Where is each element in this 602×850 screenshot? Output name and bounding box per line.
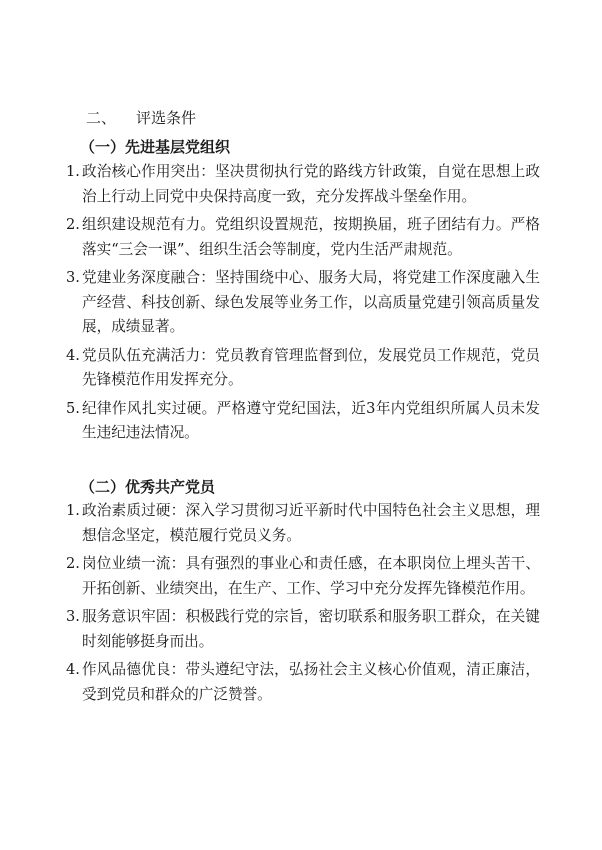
criteria-item [66, 160, 540, 209]
criteria-item-number: 5. [66, 399, 80, 417]
criteria-item-text: 政治核心作用突出：坚决贯彻执行党的路线方针政策，自觉在思想上政治上行动上同党中央保持高度一致，充分发挥战斗堡垒作用。 [82, 163, 540, 205]
criteria-item-text: 政治素质过硬：深入学习贯彻习近平新时代中国特色社会主义思想，理想信念坚定，模范履行党员义务。 [82, 502, 540, 544]
subsection-heading-advanced-organization: （一）先进基层党组织 [80, 138, 231, 156]
criteria-item [66, 397, 540, 446]
criteria-item-number: 2. [66, 555, 80, 572]
criteria-item-text: 党员队伍充满活力：党员教育管理监督到位，发展党员工作规范，党员先锋模范作用发挥充分。 [82, 346, 540, 388]
criteria-item-text: 岗位业绩一流：具有强烈的事业心和责任感，在本职岗位上埋头苦干、开拓创新、业绩突出，在生产、工作、学习中充分发挥先锋模范作用。 [82, 555, 540, 597]
criteria-item [66, 344, 540, 393]
criteria-item-number: 3. [66, 269, 80, 286]
criteria-item-number: 4. [66, 346, 80, 364]
criteria-item-number: 1. [66, 163, 80, 180]
criteria-list-advanced-organization [66, 160, 540, 450]
criteria-item [66, 605, 540, 654]
subsection-heading-outstanding-member: （二）优秀共产党员 [80, 478, 216, 496]
criteria-list-outstanding-member [66, 499, 540, 711]
criteria-item-number: 3. [66, 608, 80, 625]
criteria-item-text: 党建业务深度融合：坚持围绕中心、服务大局，将党建工作深度融入生产经营、科技创新、绿色发展等业务工作，以高质量党建引领高质量发展，成绩显著。 [82, 269, 540, 335]
criteria-item [66, 499, 540, 548]
criteria-item [66, 552, 540, 601]
criteria-item-text: 服务意识牢固：积极践行党的宗旨，密切联系和服务职工群众，在关键时刻能够挺身而出。 [82, 608, 540, 650]
criteria-item [66, 658, 540, 707]
criteria-item-text: 纪律作风扎实过硬。严格遵守党纪国法，近3年内党组织所属人员未发生违纪违法情况。 [82, 399, 540, 441]
criteria-item [66, 213, 540, 262]
criteria-item-number: 1. [66, 502, 80, 519]
criteria-item [66, 266, 540, 340]
criteria-item-text: 作风品德优良：带头遵纪守法，弘扬社会主义核心价值观，清正廉洁，受到党员和群众的广泛赞誉。 [82, 661, 540, 703]
criteria-item-number: 2. [66, 216, 80, 233]
section-number: 二、 [86, 109, 117, 127]
section-heading [86, 106, 196, 130]
section-title: 评选条件 [136, 109, 197, 127]
criteria-item-number: 4. [66, 661, 80, 678]
criteria-item-text: 组织建设规范有力。党组织设置规范，按期换届，班子团结有力。严格落实“三会一课”、组织生活会等制度，党内生活严肃规范。 [82, 216, 540, 258]
